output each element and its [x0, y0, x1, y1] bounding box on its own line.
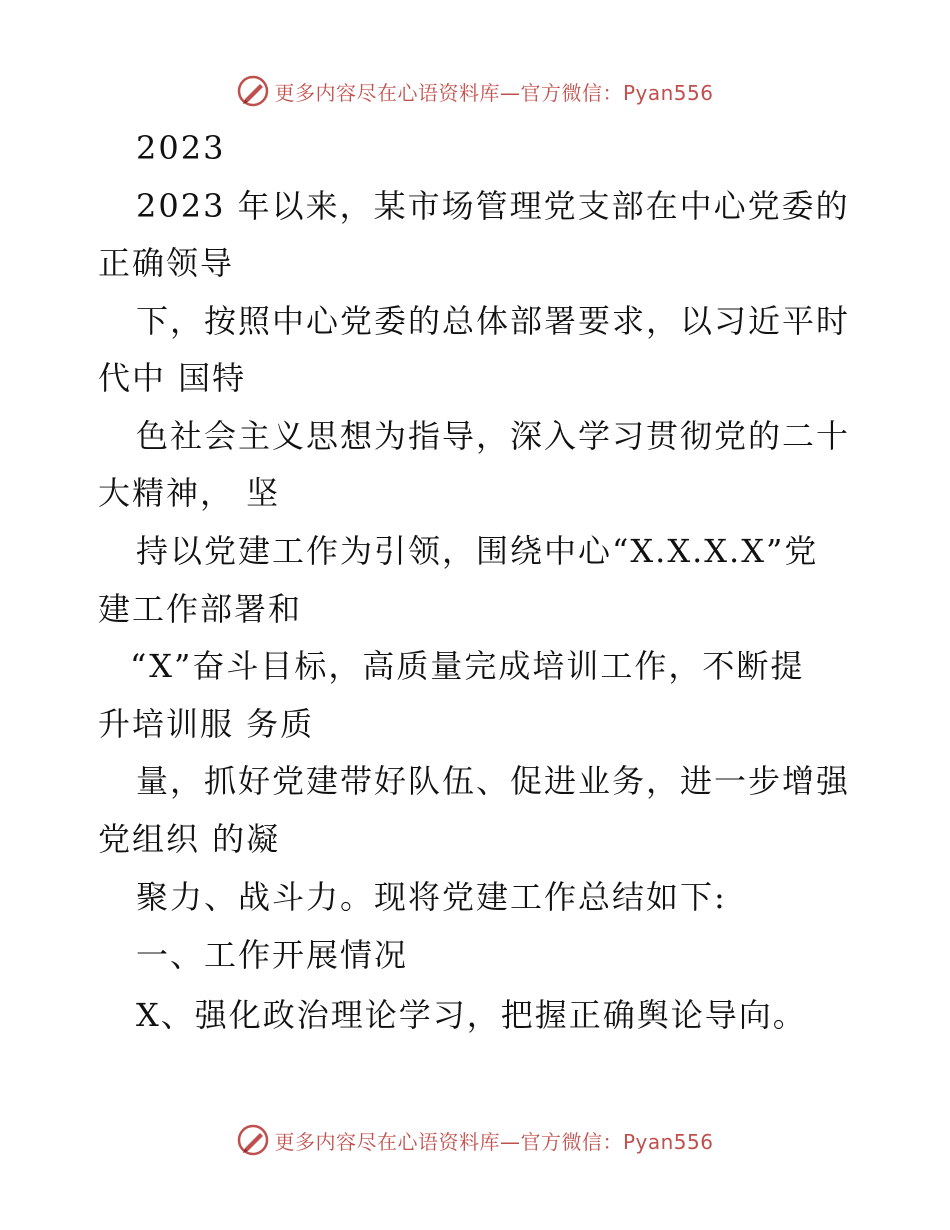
- watermark-text: 更多内容尽在心语资料库—官方微信：Pyan556: [274, 1129, 714, 1154]
- watermark-footer: [0, 1120, 950, 1160]
- doc-line-3: 正确领导: [98, 244, 235, 282]
- watermark-text: 更多内容尽在心语资料库—官方微信：Pyan556: [274, 80, 714, 105]
- watermark-header: [0, 71, 950, 111]
- doc-line-14: 聚力、战斗力。现将党建工作总结如下:: [136, 878, 727, 916]
- pen-logo-icon: [236, 1123, 270, 1157]
- doc-line-8: 持以党建工作为引领，围绕中心“X.X.X.X”党: [136, 532, 819, 570]
- doc-line-2: 2023 年以来，某市场管理党支部在中心党委的: [136, 187, 850, 225]
- doc-line-1: 2023: [136, 129, 226, 167]
- doc-line-7: 大精神， 坚: [98, 474, 281, 512]
- doc-line-12: 量，抓好党建带好队伍、促进业务，进一步增强: [136, 762, 851, 800]
- doc-line-6: 色社会主义思想为指导，深入学习贯彻党的二十: [136, 417, 851, 455]
- doc-line-9: 建工作部署和: [98, 590, 303, 628]
- doc-line-15: 一、工作开展情况: [136, 936, 409, 974]
- doc-line-13: 党组织 的凝: [98, 820, 281, 858]
- doc-line-4: 下，按照中心党委的总体部署要求，以习近平时: [136, 302, 851, 340]
- doc-line-5: 代中 国特: [98, 359, 247, 397]
- doc-line-11: 升培训服 务质: [98, 705, 315, 743]
- doc-line-16: X、强化政治理论学习，把握正确舆论导向。: [136, 996, 807, 1034]
- doc-line-10: “X”奋斗目标，高质量完成培训工作，不断提: [130, 647, 805, 685]
- pen-logo-icon: [236, 74, 270, 108]
